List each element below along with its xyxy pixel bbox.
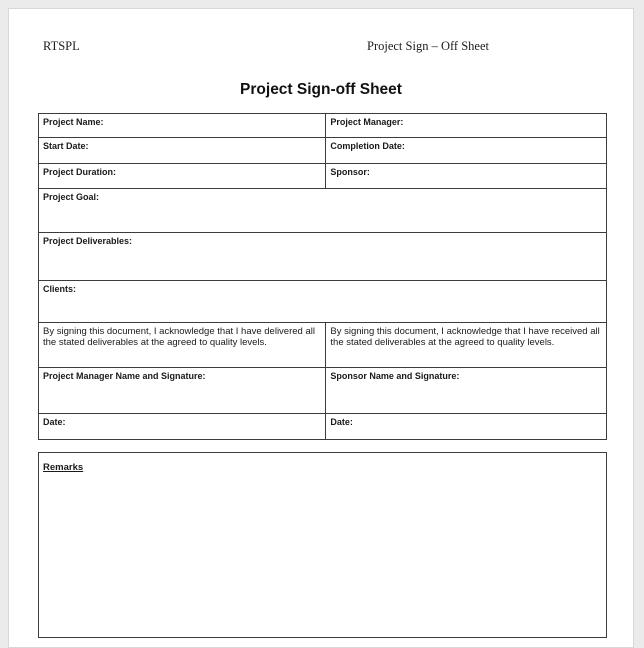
remarks-box <box>38 452 607 638</box>
field-sponsor-name-signature: Sponsor Name and Signature: <box>326 368 607 414</box>
field-project-manager: Project Manager: <box>326 114 607 138</box>
table-row <box>39 368 607 414</box>
field-start-date: Start Date: <box>39 138 326 164</box>
page-title: Project Sign-off Sheet <box>240 81 402 98</box>
header-company-name: RTSPL <box>43 39 80 53</box>
acknowledgement-received-text: By signing this document, I acknowledge that I have received all the stated deliverables at the agreed to quality levels. <box>326 323 607 368</box>
table-row <box>39 114 607 138</box>
field-project-deliverables: Project Deliverables: <box>39 233 607 281</box>
table-row <box>39 189 607 233</box>
field-date-left: Date: <box>39 414 326 440</box>
field-completion-date: Completion Date: <box>326 138 607 164</box>
field-clients: Clients: <box>39 281 607 323</box>
table-row <box>39 233 607 281</box>
acknowledgement-delivered-text: By signing this document, I acknowledge that I have delivered all the stated deliverables at the agreed to quality levels. <box>39 323 326 368</box>
field-pm-name-signature: Project Manager Name and Signature: <box>39 368 326 414</box>
field-date-right: Date: <box>326 414 607 440</box>
document-page <box>8 8 634 648</box>
field-project-name: Project Name: <box>39 114 326 138</box>
table-row <box>39 414 607 440</box>
field-sponsor: Sponsor: <box>326 164 607 189</box>
header-document-name: Project Sign – Off Sheet <box>367 39 489 53</box>
signoff-table <box>38 113 607 440</box>
document-header <box>9 39 633 55</box>
table-row <box>39 323 607 368</box>
table-row <box>39 138 607 164</box>
table-row <box>39 281 607 323</box>
remarks-label: Remarks <box>43 462 84 473</box>
table-row <box>39 164 607 189</box>
field-project-goal: Project Goal: <box>39 189 607 233</box>
field-project-duration: Project Duration: <box>39 164 326 189</box>
